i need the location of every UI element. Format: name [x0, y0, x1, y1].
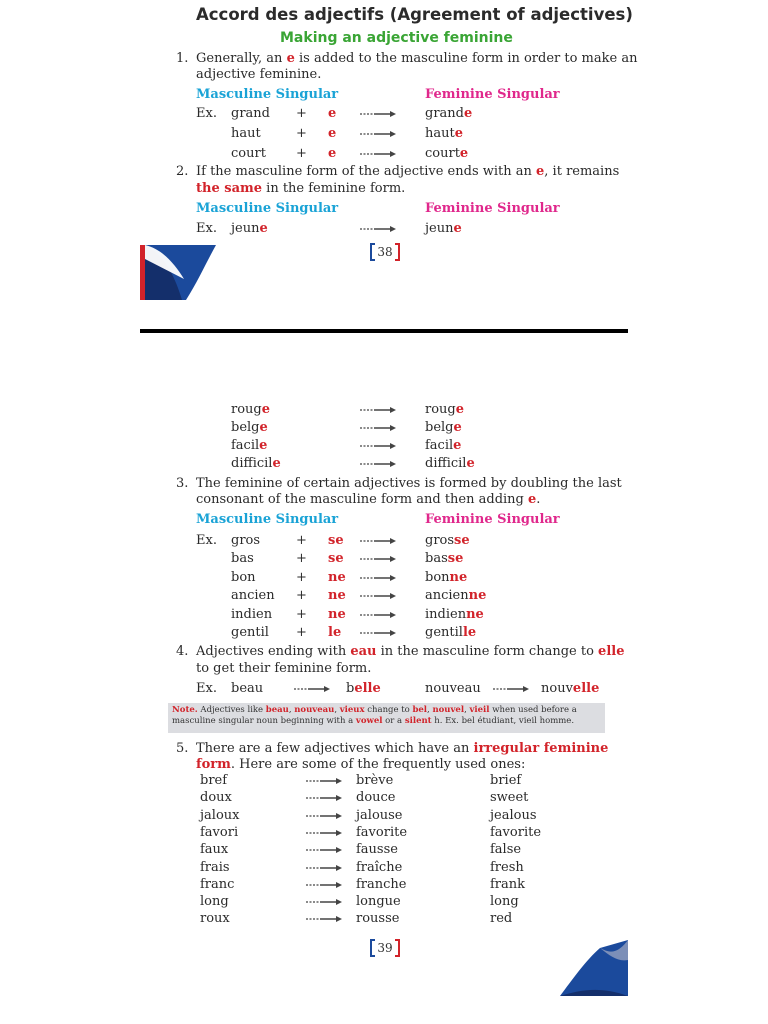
rule-2-line-2: the same in the feminine form. — [196, 181, 406, 196]
suffix: le — [328, 625, 342, 640]
feminine-word: gentille — [425, 625, 477, 640]
plus-sign: + — [296, 533, 307, 548]
page-number: 38 — [370, 243, 400, 261]
feminine-word: favorite — [356, 824, 408, 840]
feminine-word: douce — [356, 790, 396, 806]
page-number: 39 — [370, 939, 400, 957]
example-label: Ex. — [196, 533, 217, 548]
masculine-word: gentil — [231, 625, 269, 640]
suffix: ne — [328, 588, 346, 604]
feminine-word: longue — [356, 894, 401, 910]
english-meaning: sweet — [490, 790, 529, 806]
feminine-header: Feminine Singular — [425, 512, 560, 527]
rule-1-line-1: Generally, an e is added to the masculine form in order to make an — [196, 51, 638, 66]
masculine-header: Masculine Singular — [196, 512, 339, 527]
masculine-word: difficile — [231, 456, 281, 471]
note-line-2: masculine singular noun beginning with a vowel or a silent h. Ex. bel étudiant, vieil homme. — [172, 716, 575, 726]
arrow-icon — [360, 406, 396, 414]
masculine-word: favori — [200, 824, 239, 840]
masculine-word: faux — [200, 842, 229, 858]
arrow-icon — [360, 424, 396, 432]
arrow-icon — [306, 898, 342, 906]
rule-4-number: 4. — [176, 644, 189, 659]
feminine-word: nouvelle — [541, 681, 600, 696]
plus-sign: + — [296, 625, 307, 640]
masculine-word: rouge — [231, 402, 271, 417]
note-line-1: Note. Adjectives like beau, nouveau, vieux change to bel, nouvel, vieil when used before a — [172, 705, 577, 715]
suffix: se — [328, 551, 344, 567]
rule-3-line-2: consonant of the masculine form and then adding e. — [196, 492, 541, 507]
masculine-word: bref — [200, 773, 228, 788]
masculine-header: Masculine Singular — [196, 87, 339, 102]
english-meaning: frank — [490, 876, 526, 892]
arrow-icon — [360, 592, 396, 600]
masculine-word: grand — [231, 106, 270, 121]
masculine-word: belge — [231, 420, 268, 435]
rule-5-line-1: There are a few adjectives which have an irregular feminine — [196, 741, 609, 756]
arrow-icon — [306, 812, 342, 820]
feminine-word: franche — [356, 876, 407, 892]
arrow-icon — [306, 777, 342, 785]
plus-sign: + — [296, 106, 307, 121]
masculine-word: facile — [231, 438, 268, 453]
feminine-word: ancienne — [425, 588, 487, 604]
feminine-word: belge — [425, 420, 462, 435]
english-meaning: red — [490, 911, 513, 927]
masculine-word: frais — [200, 859, 230, 875]
suffix: e — [328, 106, 337, 121]
arrow-icon — [360, 555, 396, 563]
page-divider — [140, 329, 628, 333]
arrow-icon — [306, 915, 342, 923]
page-title: Accord des adjectifs (Agreement of adjectives) — [196, 5, 633, 24]
masculine-word: beau — [231, 681, 264, 696]
plus-sign: + — [296, 606, 307, 622]
english-meaning: jealous — [490, 807, 537, 823]
masculine-word: bas — [231, 551, 254, 567]
plus-sign: + — [296, 146, 307, 161]
masculine-word: franc — [200, 876, 235, 892]
rule-4-line-1: Adjectives ending with eau in the masculine form change to elle — [196, 644, 625, 659]
feminine-word: grosse — [425, 533, 470, 548]
masculine-word: indien — [231, 606, 273, 622]
masculine-word: long — [200, 894, 229, 910]
feminine-word: difficile — [425, 456, 475, 471]
example-label: Ex. — [196, 221, 217, 236]
feminine-word: rousse — [356, 911, 400, 927]
note-box — [168, 703, 605, 733]
english-meaning: false — [490, 842, 522, 858]
feminine-word: fausse — [356, 842, 398, 858]
arrow-icon — [493, 685, 529, 693]
masculine-word: jaloux — [200, 807, 240, 823]
rule-3-number: 3. — [176, 476, 189, 491]
feminine-word: indienne — [425, 606, 484, 622]
masculine-word: bon — [231, 569, 256, 585]
suffix: ne — [328, 606, 346, 622]
feminine-word: bonne — [425, 569, 468, 585]
rule-5-number: 5. — [176, 741, 189, 756]
masculine-word: court — [231, 146, 266, 161]
english-meaning: long — [490, 894, 519, 910]
rule-1-line-2: adjective feminine. — [196, 67, 322, 82]
suffix: ne — [328, 569, 346, 585]
masculine-word: doux — [200, 790, 232, 806]
masculine-word: jeune — [231, 221, 268, 236]
feminine-word: haute — [425, 126, 464, 141]
page-corner-decoration — [560, 940, 628, 996]
arrow-icon — [306, 864, 342, 872]
feminine-header: Feminine Singular — [425, 87, 560, 102]
english-meaning: fresh — [490, 859, 524, 875]
english-meaning: brief — [490, 773, 522, 788]
plus-sign: + — [296, 588, 307, 604]
arrow-icon — [360, 150, 396, 158]
suffix: e — [328, 126, 337, 141]
rule-1-number: 1. — [176, 51, 189, 66]
rule-5-line-2: form. Here are some of the frequently used ones: — [196, 757, 526, 772]
suffix: e — [328, 146, 337, 161]
feminine-word: belle — [346, 681, 381, 696]
arrow-icon — [306, 881, 342, 889]
arrow-icon — [294, 685, 330, 693]
arrow-icon — [360, 611, 396, 619]
masculine-word: nouveau — [425, 681, 481, 696]
masculine-word: haut — [231, 126, 261, 141]
rule-4-line-2: to get their feminine form. — [196, 661, 372, 676]
masculine-word: ancien — [231, 588, 275, 604]
feminine-word: basse — [425, 551, 464, 567]
example-label: Ex. — [196, 681, 217, 696]
plus-sign: + — [296, 126, 307, 141]
english-meaning: favorite — [490, 824, 542, 840]
rule-3-line-1: The feminine of certain adjectives is formed by doubling the last — [196, 476, 622, 491]
arrow-icon — [306, 829, 342, 837]
masculine-header: Masculine Singular — [196, 201, 339, 216]
arrow-icon — [360, 110, 396, 118]
arrow-icon — [360, 629, 396, 637]
feminine-word: jeune — [425, 221, 462, 236]
arrow-icon — [360, 225, 396, 233]
feminine-word: facile — [425, 438, 462, 453]
masculine-word: gros — [231, 533, 261, 548]
suffix: se — [328, 533, 344, 548]
arrow-icon — [360, 130, 396, 138]
plus-sign: + — [296, 569, 307, 585]
feminine-word: rouge — [425, 402, 465, 417]
masculine-word: roux — [200, 911, 230, 927]
feminine-header: Feminine Singular — [425, 201, 560, 216]
feminine-word: jalouse — [356, 807, 403, 823]
arrow-icon — [306, 794, 342, 802]
section-subtitle: Making an adjective feminine — [280, 30, 513, 46]
feminine-word: brève — [356, 773, 394, 788]
arrow-icon — [360, 537, 396, 545]
plus-sign: + — [296, 551, 307, 567]
example-label: Ex. — [196, 106, 217, 121]
rule-2-line-1: If the masculine form of the adjective ends with an e, it remains — [196, 164, 620, 179]
arrow-icon — [360, 574, 396, 582]
page-corner-decoration — [140, 245, 216, 300]
rule-2-number: 2. — [176, 164, 189, 179]
feminine-word: grande — [425, 106, 473, 121]
feminine-word: courte — [425, 146, 469, 161]
feminine-word: fraîche — [356, 859, 403, 875]
arrow-icon — [306, 846, 342, 854]
arrow-icon — [360, 460, 396, 468]
arrow-icon — [360, 442, 396, 450]
